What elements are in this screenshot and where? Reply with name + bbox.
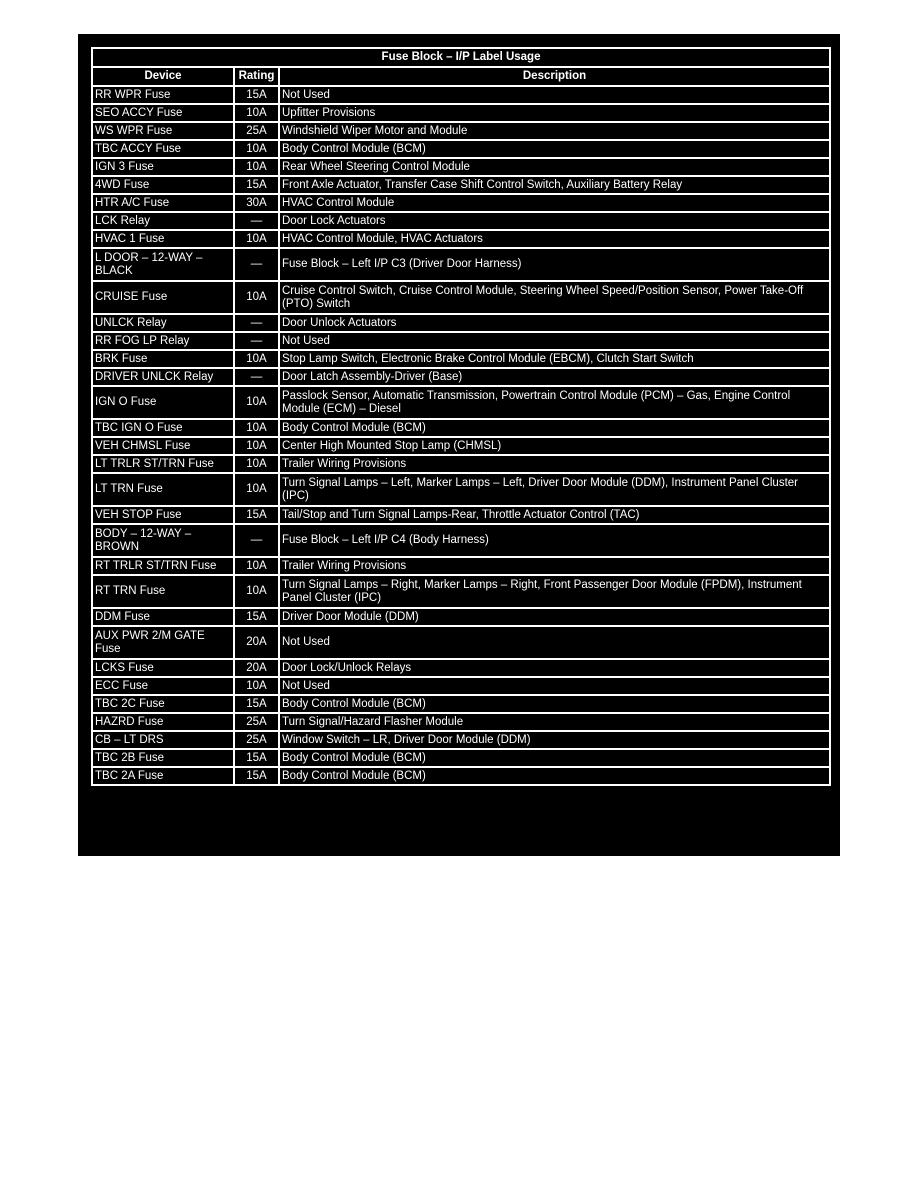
- description-cell: Trailer Wiring Provisions: [279, 455, 830, 473]
- description-cell: Front Axle Actuator, Transfer Case Shift Control Switch, Auxiliary Battery Relay: [279, 176, 830, 194]
- description-cell: Fuse Block – Left I/P C4 (Body Harness): [279, 524, 830, 557]
- description-cell: Body Control Module (BCM): [279, 767, 830, 785]
- device-cell: BODY – 12-WAY – BROWN: [92, 524, 234, 557]
- table-row: [92, 281, 830, 314]
- device-cell: CB – LT DRS: [92, 731, 234, 749]
- rating-cell: 20A: [234, 626, 279, 659]
- table-row: [92, 176, 830, 194]
- description-cell: Windshield Wiper Motor and Module: [279, 122, 830, 140]
- rating-cell: 10A: [234, 473, 279, 506]
- rating-cell: 10A: [234, 557, 279, 575]
- table-row: [92, 575, 830, 608]
- rating-cell: 30A: [234, 194, 279, 212]
- description-cell: Door Latch Assembly-Driver (Base): [279, 368, 830, 386]
- rating-cell: —: [234, 368, 279, 386]
- rating-cell: 10A: [234, 575, 279, 608]
- device-cell: DRIVER UNLCK Relay: [92, 368, 234, 386]
- description-cell: Door Unlock Actuators: [279, 314, 830, 332]
- device-cell: LT TRN Fuse: [92, 473, 234, 506]
- description-cell: Not Used: [279, 86, 830, 104]
- table-row: [92, 386, 830, 419]
- device-cell: RT TRLR ST/TRN Fuse: [92, 557, 234, 575]
- table-row: [92, 140, 830, 158]
- device-cell: VEH STOP Fuse: [92, 506, 234, 524]
- table-row: [92, 194, 830, 212]
- rating-cell: 15A: [234, 176, 279, 194]
- table-row: [92, 677, 830, 695]
- device-cell: UNLCK Relay: [92, 314, 234, 332]
- description-cell: HVAC Control Module, HVAC Actuators: [279, 230, 830, 248]
- table-title-row: [92, 48, 830, 67]
- device-cell: IGN 3 Fuse: [92, 158, 234, 176]
- rating-cell: 15A: [234, 506, 279, 524]
- rating-cell: 10A: [234, 230, 279, 248]
- device-cell: L DOOR – 12-WAY – BLACK: [92, 248, 234, 281]
- table-row: [92, 749, 830, 767]
- device-cell: HVAC 1 Fuse: [92, 230, 234, 248]
- description-cell: Driver Door Module (DDM): [279, 608, 830, 626]
- rating-cell: 10A: [234, 455, 279, 473]
- rating-cell: —: [234, 212, 279, 230]
- table-row: [92, 659, 830, 677]
- description-cell: Door Lock Actuators: [279, 212, 830, 230]
- table-row: [92, 506, 830, 524]
- table-row: [92, 419, 830, 437]
- header-device: Device: [92, 67, 234, 86]
- device-cell: DDM Fuse: [92, 608, 234, 626]
- rating-cell: 15A: [234, 749, 279, 767]
- rating-cell: —: [234, 332, 279, 350]
- rating-cell: 10A: [234, 419, 279, 437]
- description-cell: Not Used: [279, 626, 830, 659]
- description-cell: Trailer Wiring Provisions: [279, 557, 830, 575]
- rating-cell: —: [234, 248, 279, 281]
- device-cell: LCKS Fuse: [92, 659, 234, 677]
- table-row: [92, 86, 830, 104]
- table-row: [92, 437, 830, 455]
- fuse-table: [91, 47, 831, 786]
- table-row: [92, 473, 830, 506]
- table-row: [92, 455, 830, 473]
- table-row: [92, 557, 830, 575]
- header-description: Description: [279, 67, 830, 86]
- device-cell: WS WPR Fuse: [92, 122, 234, 140]
- rating-cell: 10A: [234, 158, 279, 176]
- device-cell: AUX PWR 2/M GATE Fuse: [92, 626, 234, 659]
- description-cell: Body Control Module (BCM): [279, 419, 830, 437]
- description-cell: Body Control Module (BCM): [279, 749, 830, 767]
- description-cell: HVAC Control Module: [279, 194, 830, 212]
- table-row: [92, 713, 830, 731]
- table-row: [92, 767, 830, 785]
- device-cell: RR FOG LP Relay: [92, 332, 234, 350]
- device-cell: TBC 2A Fuse: [92, 767, 234, 785]
- rating-cell: 20A: [234, 659, 279, 677]
- description-cell: Passlock Sensor, Automatic Transmission, Powertrain Control Module (PCM) – Gas, Engine Control Module (ECM) – Diesel: [279, 386, 830, 419]
- description-cell: Body Control Module (BCM): [279, 695, 830, 713]
- table-title: Fuse Block – I/P Label Usage: [92, 48, 830, 67]
- rating-cell: 10A: [234, 350, 279, 368]
- description-cell: Fuse Block – Left I/P C3 (Driver Door Harness): [279, 248, 830, 281]
- rating-cell: 25A: [234, 122, 279, 140]
- description-cell: Not Used: [279, 677, 830, 695]
- device-cell: IGN O Fuse: [92, 386, 234, 419]
- description-cell: Stop Lamp Switch, Electronic Brake Control Module (EBCM), Clutch Start Switch: [279, 350, 830, 368]
- table-row: [92, 122, 830, 140]
- description-cell: Door Lock/Unlock Relays: [279, 659, 830, 677]
- device-cell: SEO ACCY Fuse: [92, 104, 234, 122]
- description-cell: Turn Signal Lamps – Left, Marker Lamps – Left, Driver Door Module (DDM), Instrument Panel Cluster (IPC): [279, 473, 830, 506]
- device-cell: TBC 2C Fuse: [92, 695, 234, 713]
- description-cell: Tail/Stop and Turn Signal Lamps-Rear, Throttle Actuator Control (TAC): [279, 506, 830, 524]
- device-cell: HAZRD Fuse: [92, 713, 234, 731]
- description-cell: Body Control Module (BCM): [279, 140, 830, 158]
- description-cell: Window Switch – LR, Driver Door Module (DDM): [279, 731, 830, 749]
- device-cell: VEH CHMSL Fuse: [92, 437, 234, 455]
- table-row: [92, 695, 830, 713]
- description-cell: Turn Signal Lamps – Right, Marker Lamps – Right, Front Passenger Door Module (FPDM), Instrument Panel Cluster (IPC): [279, 575, 830, 608]
- device-cell: RR WPR Fuse: [92, 86, 234, 104]
- device-cell: TBC IGN O Fuse: [92, 419, 234, 437]
- description-cell: Center High Mounted Stop Lamp (CHMSL): [279, 437, 830, 455]
- device-cell: BRK Fuse: [92, 350, 234, 368]
- rating-cell: 10A: [234, 281, 279, 314]
- table-row: [92, 608, 830, 626]
- rating-cell: 15A: [234, 86, 279, 104]
- header-rating: Rating: [234, 67, 279, 86]
- table-row: [92, 731, 830, 749]
- table-row: [92, 368, 830, 386]
- table-row: [92, 626, 830, 659]
- table-row: [92, 230, 830, 248]
- table-row: [92, 248, 830, 281]
- table-row: [92, 524, 830, 557]
- rating-cell: 10A: [234, 386, 279, 419]
- device-cell: 4WD Fuse: [92, 176, 234, 194]
- table-body: [92, 86, 830, 785]
- description-cell: Rear Wheel Steering Control Module: [279, 158, 830, 176]
- rating-cell: 10A: [234, 104, 279, 122]
- table-row: [92, 350, 830, 368]
- rating-cell: —: [234, 314, 279, 332]
- table-row: [92, 158, 830, 176]
- description-cell: Upfitter Provisions: [279, 104, 830, 122]
- device-cell: HTR A/C Fuse: [92, 194, 234, 212]
- rating-cell: 25A: [234, 713, 279, 731]
- rating-cell: 15A: [234, 767, 279, 785]
- device-cell: RT TRN Fuse: [92, 575, 234, 608]
- device-cell: CRUISE Fuse: [92, 281, 234, 314]
- table-row: [92, 332, 830, 350]
- description-cell: Turn Signal/Hazard Flasher Module: [279, 713, 830, 731]
- table-row: [92, 212, 830, 230]
- table-row: [92, 104, 830, 122]
- device-cell: LT TRLR ST/TRN Fuse: [92, 455, 234, 473]
- description-cell: Cruise Control Switch, Cruise Control Module, Steering Wheel Speed/Position Sensor, Power Take-Off (PTO) Switch: [279, 281, 830, 314]
- device-cell: LCK Relay: [92, 212, 234, 230]
- rating-cell: —: [234, 524, 279, 557]
- device-cell: TBC ACCY Fuse: [92, 140, 234, 158]
- description-cell: Not Used: [279, 332, 830, 350]
- device-cell: TBC 2B Fuse: [92, 749, 234, 767]
- rating-cell: 10A: [234, 677, 279, 695]
- rating-cell: 15A: [234, 608, 279, 626]
- device-cell: ECC Fuse: [92, 677, 234, 695]
- rating-cell: 25A: [234, 731, 279, 749]
- table-row: [92, 314, 830, 332]
- fuse-table-frame: [78, 34, 840, 856]
- rating-cell: 15A: [234, 695, 279, 713]
- table-header-row: [92, 67, 830, 86]
- rating-cell: 10A: [234, 140, 279, 158]
- rating-cell: 10A: [234, 437, 279, 455]
